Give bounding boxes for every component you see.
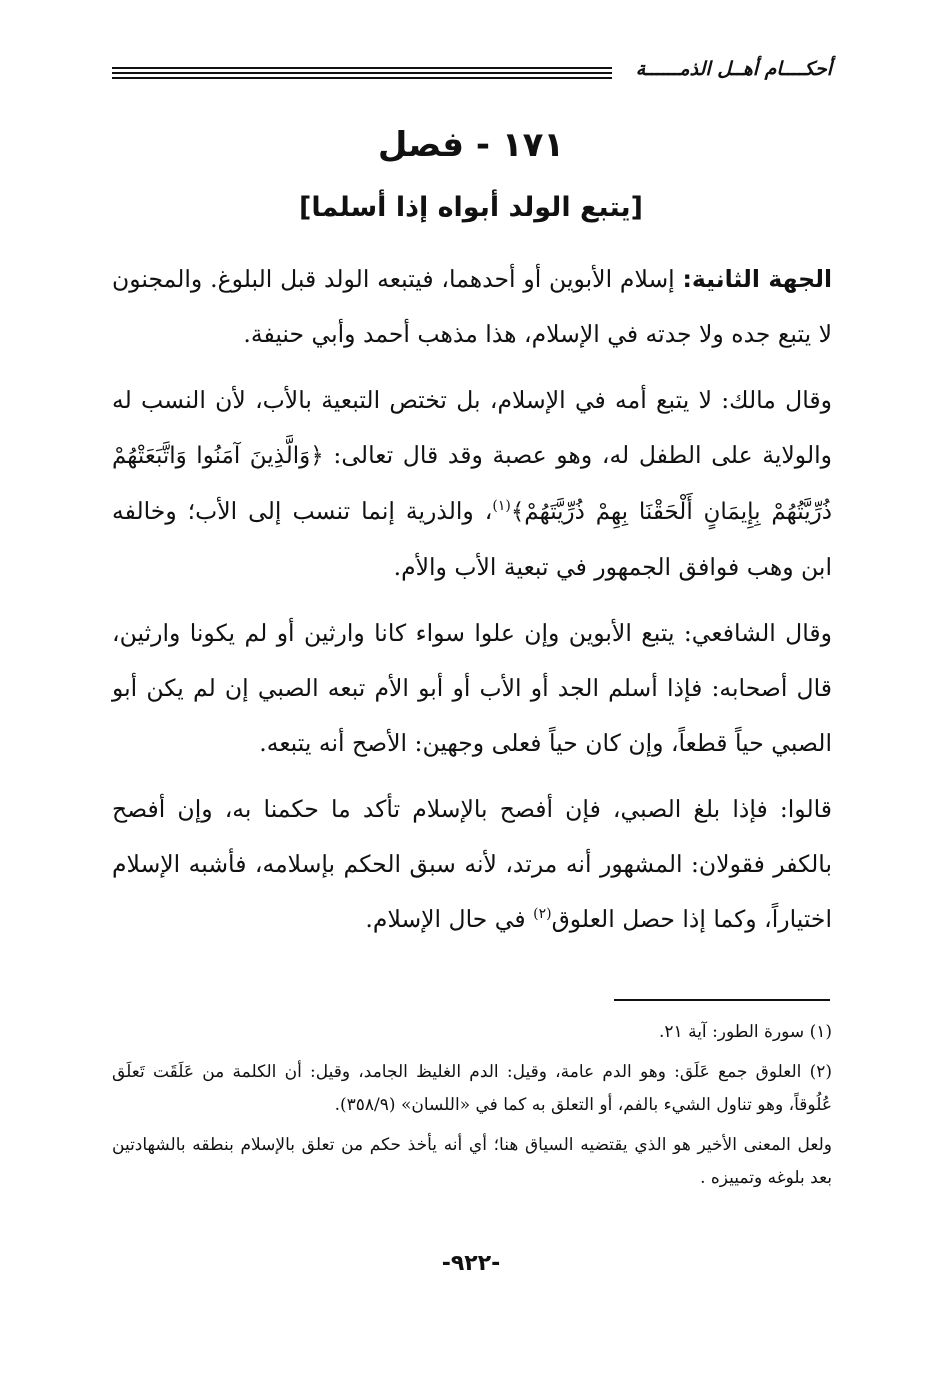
footnote: (١) سورة الطور: آية ٢١. bbox=[659, 1022, 832, 1042]
paragraph bbox=[112, 782, 832, 947]
paragraph bbox=[112, 373, 832, 595]
section-heading: ١٧١ - فصل bbox=[377, 125, 565, 165]
running-header bbox=[112, 54, 832, 88]
section-subtitle: [يتبع الولد أبواه إذا أسلما] bbox=[299, 192, 643, 223]
header-rule bbox=[112, 77, 612, 79]
footnote: ولعل المعنى الأخير هو الذي يقتضيه السياق هنا؛ أي أنه يأخذ حكم من تعلق بالإسلام بنطقه بالشهادتين بعد بلوغه وتمييزه . bbox=[112, 1135, 832, 1188]
footnote: (٢) العلوق جمع عَلَق: وهو الدم عامة، وقيل: الدم الغليظ الجامد، وقيل: أن الكلمة من عَلَقَت تَعلَق عُلُوقاً، وهو تناول الشيء بالفم، أو التعلق به كما في «اللسان» (٣٥٨/٩). bbox=[112, 1062, 832, 1115]
running-title: أحكــــام أهــل الذمــــــة bbox=[626, 54, 832, 84]
paragraph-text: وقال الشافعي: يتبع الأبوين وإن علوا سواء كانا وارثين أو لم يكونا وارثين، قال أصحابه: فإذا أسلم الجد أو الأب أو أبو الأم تبعه الصبي إن لم يكن أبو الصبي حياً قطعاً، وإن كان حياً فعلى وجهين: الأصح أنه يتبعه. bbox=[112, 619, 832, 757]
paragraph-text: في حال الإسلام. bbox=[365, 905, 526, 933]
paragraph-lead: الجهة الثانية: bbox=[682, 265, 832, 293]
header-rule bbox=[112, 72, 612, 74]
footnote-separator bbox=[614, 999, 830, 1001]
quran-verse: ﴿وَالَّذِينَ آمَنُوا وَاتَّبَعَتْهُمْ ذُرِّيَّتُهُمْ بِإِيمَانٍ أَلْحَقْنَا بِهِمْ ذُرِّيَّتَهُمْ﴾ bbox=[112, 443, 832, 525]
header-rule bbox=[112, 67, 612, 69]
paragraph bbox=[112, 252, 832, 362]
page-number: -٩٢٢- bbox=[441, 1251, 501, 1276]
paragraph-text: وقال مالك: لا يتبع أمه في الإسلام، بل تختص التبعية بالأب، لأن النسب له والولاية على الطفل له، وهو عصبة وقد قال تعالى: bbox=[112, 386, 832, 469]
paragraph-text: قالوا: فإذا بلغ الصبي، فإن أفصح بالإسلام تأكد ما حكمنا به، وإن أفصح بالكفر فقولان: المشهور أنه مرتد، لأنه سبق الحكم بإسلامه، فأشبه الإسلام اختياراً، وكما إذا حصل العلوق bbox=[112, 795, 832, 933]
main-text bbox=[112, 252, 832, 958]
paragraph-text: ، والذرية إنما تنسب إلى الأب؛ وخالفه ابن وهب فوافق الجمهور في تبعية الأب والأم. bbox=[112, 497, 832, 581]
footnotes bbox=[112, 1016, 832, 1202]
footnote-ref: (٢) bbox=[533, 906, 552, 923]
paragraph-text: إسلام الأبوين أو أحدهما، فيتبعه الولد قبل البلوغ. والمجنون لا يتبع جده ولا جدته في الإسلام، هذا مذهب أحمد وأبي حنيفة. bbox=[112, 265, 832, 348]
paragraph bbox=[112, 606, 832, 771]
footnote-ref: (١) bbox=[492, 498, 511, 515]
